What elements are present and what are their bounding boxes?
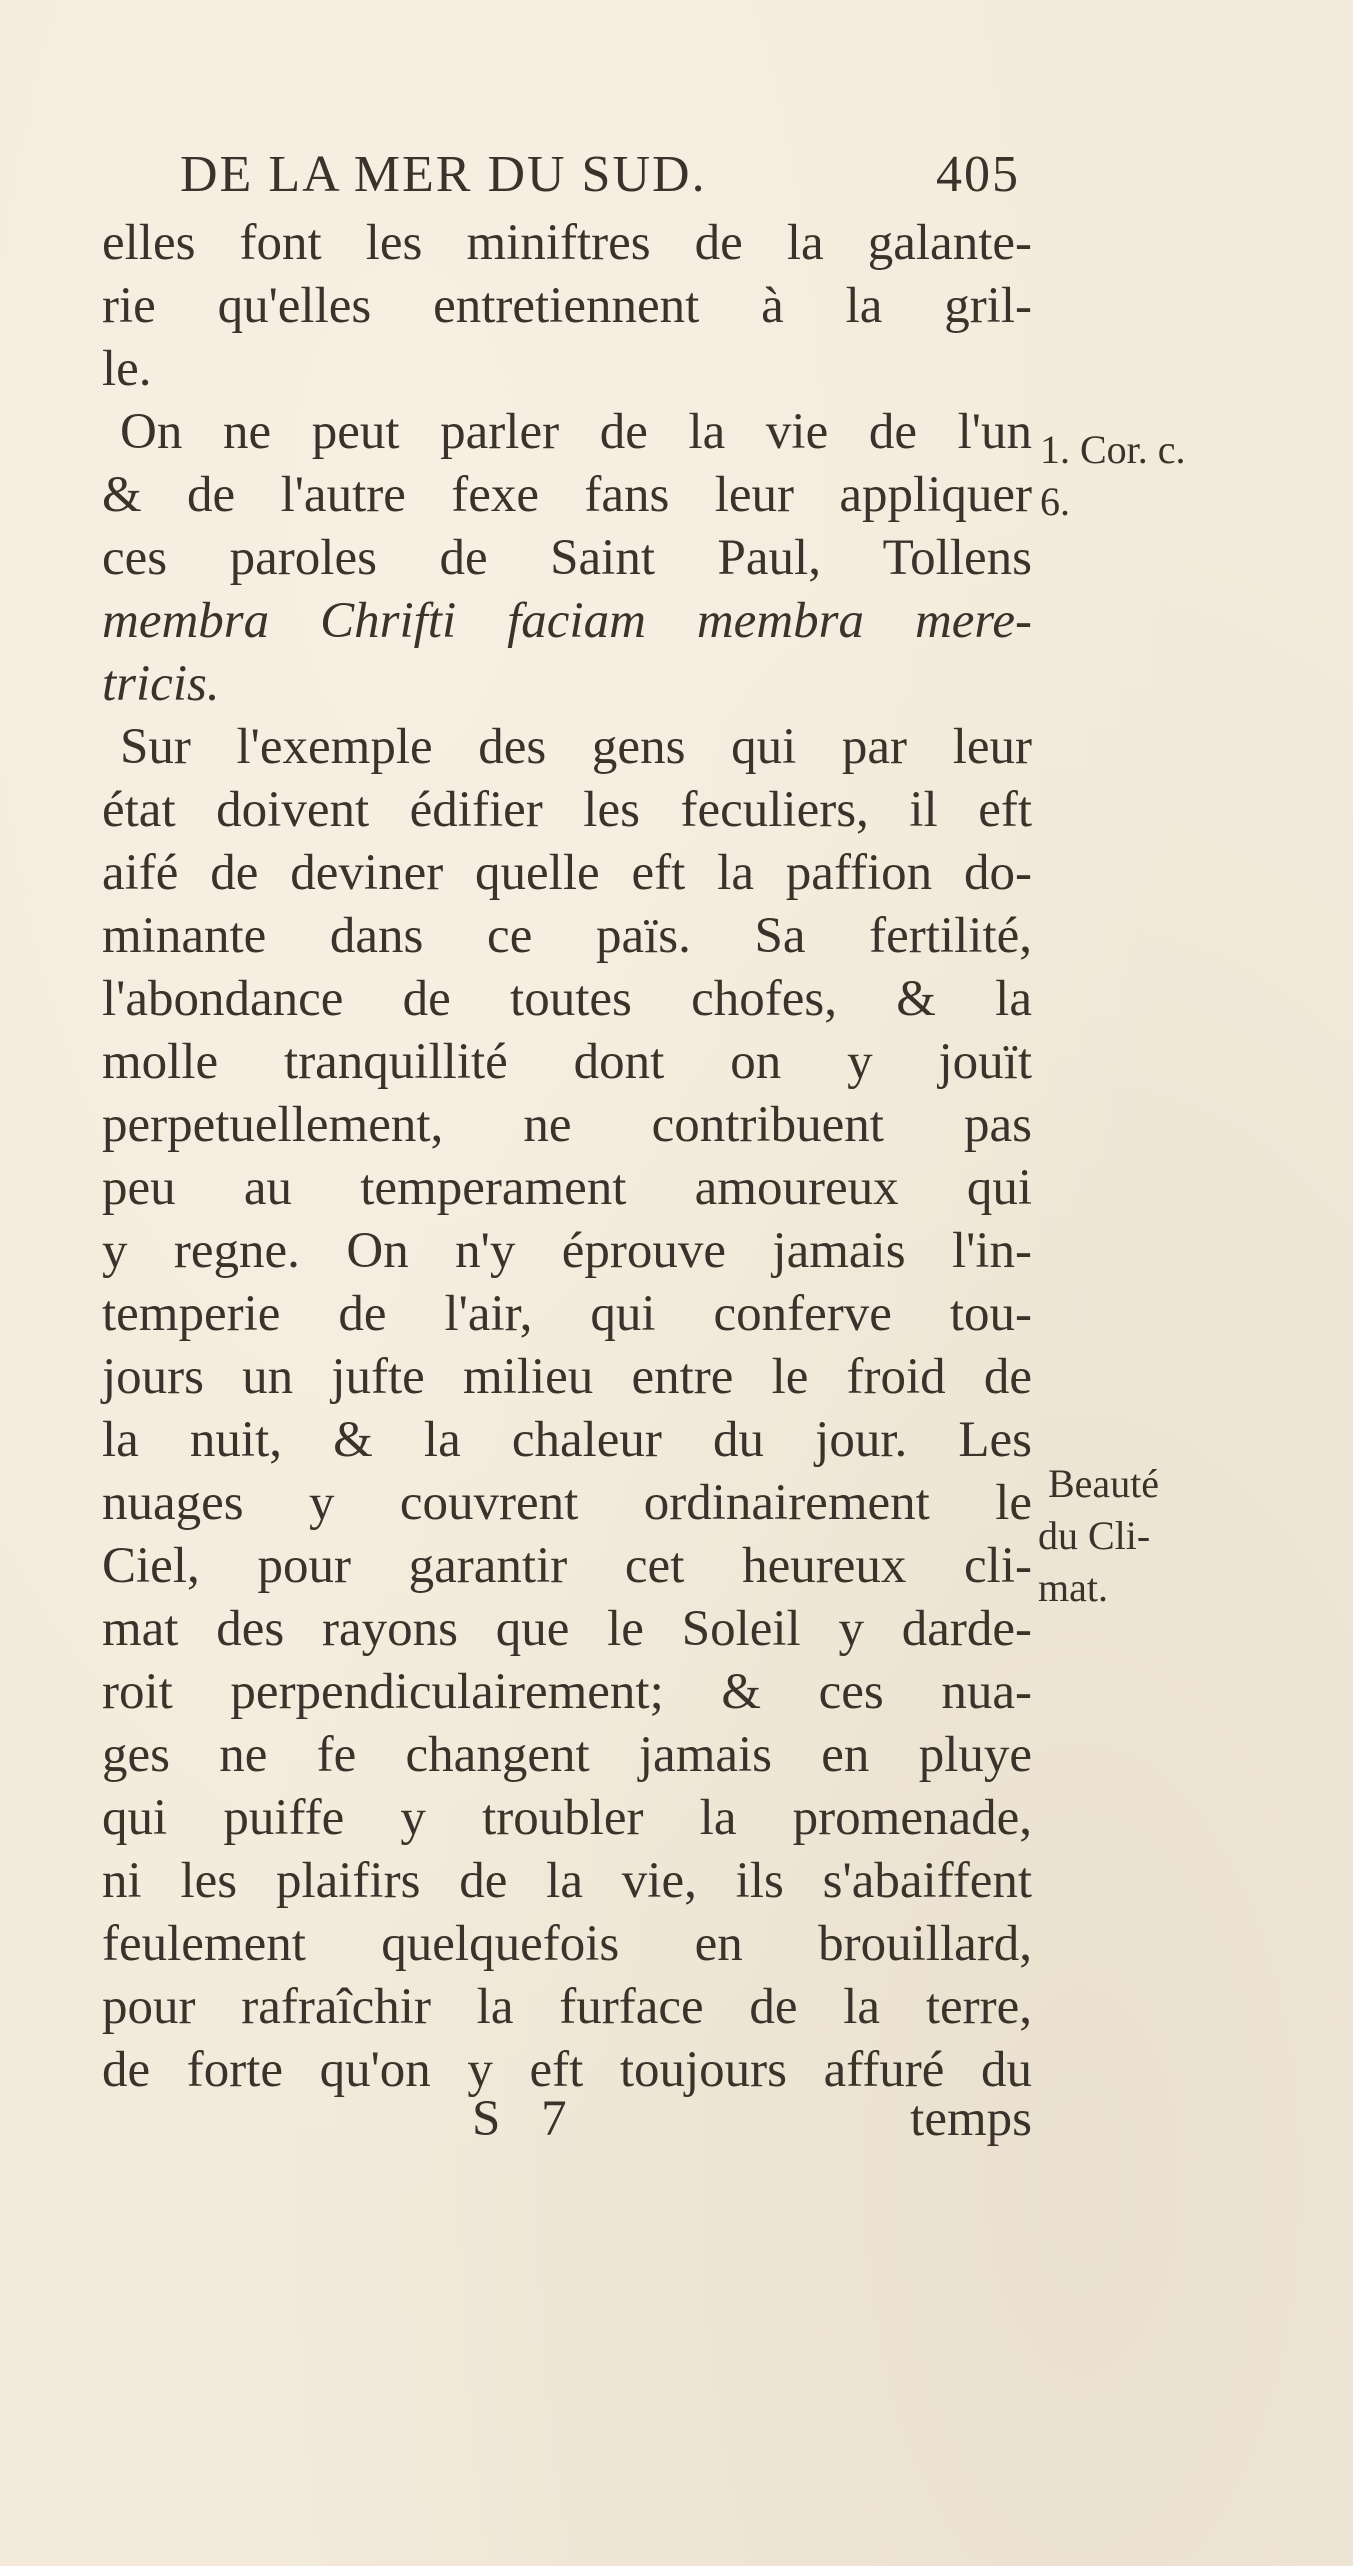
text-line: tricis. — [102, 656, 220, 712]
body-text — [102, 212, 1032, 2102]
text-line: y regne. On n'y éprouve jamais l'in- — [102, 1223, 1032, 1279]
margin-note-bible-reference — [1040, 424, 1340, 528]
running-title: DE LA MER DU SUD. — [180, 146, 707, 203]
text-line: nuages y couvrent ordinairement le — [102, 1475, 1032, 1531]
margin-note-line: 6. — [1040, 479, 1070, 524]
text-line: qui puiffe y troubler la promenade, — [102, 1790, 1032, 1846]
text-line: ces paroles de Saint Paul, Tollens — [102, 530, 1032, 586]
text-line: perpetuellement, ne contribuent pas — [102, 1097, 1032, 1153]
text-line: molle tranquillité dont on y jouït — [102, 1034, 1032, 1090]
text-line: l'abondance de toutes chofes, & la — [102, 971, 1032, 1027]
text-line: la nuit, & la chaleur du jour. Les — [102, 1412, 1032, 1468]
text-line: On ne peut parler de la vie de l'un — [120, 404, 1032, 460]
text-line: ni les plaifirs de la vie, ils s'abaiffent — [102, 1853, 1032, 1909]
margin-note-line: mat. — [1038, 1565, 1108, 1610]
text-line: Ciel, pour garantir cet heureux cli- — [102, 1538, 1032, 1594]
text-line: feulement quelquefois en brouillard, — [102, 1916, 1032, 1972]
text-line: rie qu'elles entretiennent à la gril- — [102, 278, 1032, 334]
page-footer — [102, 2084, 1032, 2154]
margin-note-line: Beauté — [1048, 1461, 1160, 1506]
text-line: membra Chrifti faciam membra mere- — [102, 593, 1032, 649]
margin-note-beaute-climat — [1038, 1458, 1338, 1614]
text-line: roit perpendiculairement; & ces nua- — [102, 1664, 1032, 1720]
text-line: temperie de l'air, qui conferve tou- — [102, 1286, 1032, 1342]
text-line: mat des rayons que le Soleil y darde- — [102, 1601, 1032, 1657]
text-line: elles font les miniftres de la galante- — [102, 215, 1032, 271]
text-line: pour rafraîchir la furface de la terre, — [102, 1979, 1032, 2035]
text-line: Sur l'exemple des gens qui par leur — [120, 719, 1032, 775]
text-line: état doivent édifier les feculiers, il eft — [102, 782, 1032, 838]
catchword: temps — [910, 2091, 1032, 2147]
text-line: & de l'autre fexe fans leur appliquer — [102, 467, 1032, 523]
signature-mark: S 7 — [472, 2091, 581, 2147]
text-line: de forte qu'on y eft toujours affuré du — [102, 2042, 1032, 2098]
text-line: minante dans ce païs. Sa fertilité, — [102, 908, 1032, 964]
text-line: ges ne fe changent jamais en pluye — [102, 1727, 1032, 1783]
text-line: le. — [102, 341, 152, 397]
text-line: peu au temperament amoureux qui — [102, 1160, 1032, 1216]
page-header — [180, 140, 1020, 210]
text-line: jours un jufte milieu entre le froid de — [102, 1349, 1032, 1405]
text-line: aifé de deviner quelle eft la paffion do- — [102, 845, 1032, 901]
margin-note-line: 1. Cor. c. — [1040, 427, 1186, 472]
page-number: 405 — [936, 146, 1020, 203]
margin-note-line: du Cli- — [1038, 1513, 1151, 1558]
